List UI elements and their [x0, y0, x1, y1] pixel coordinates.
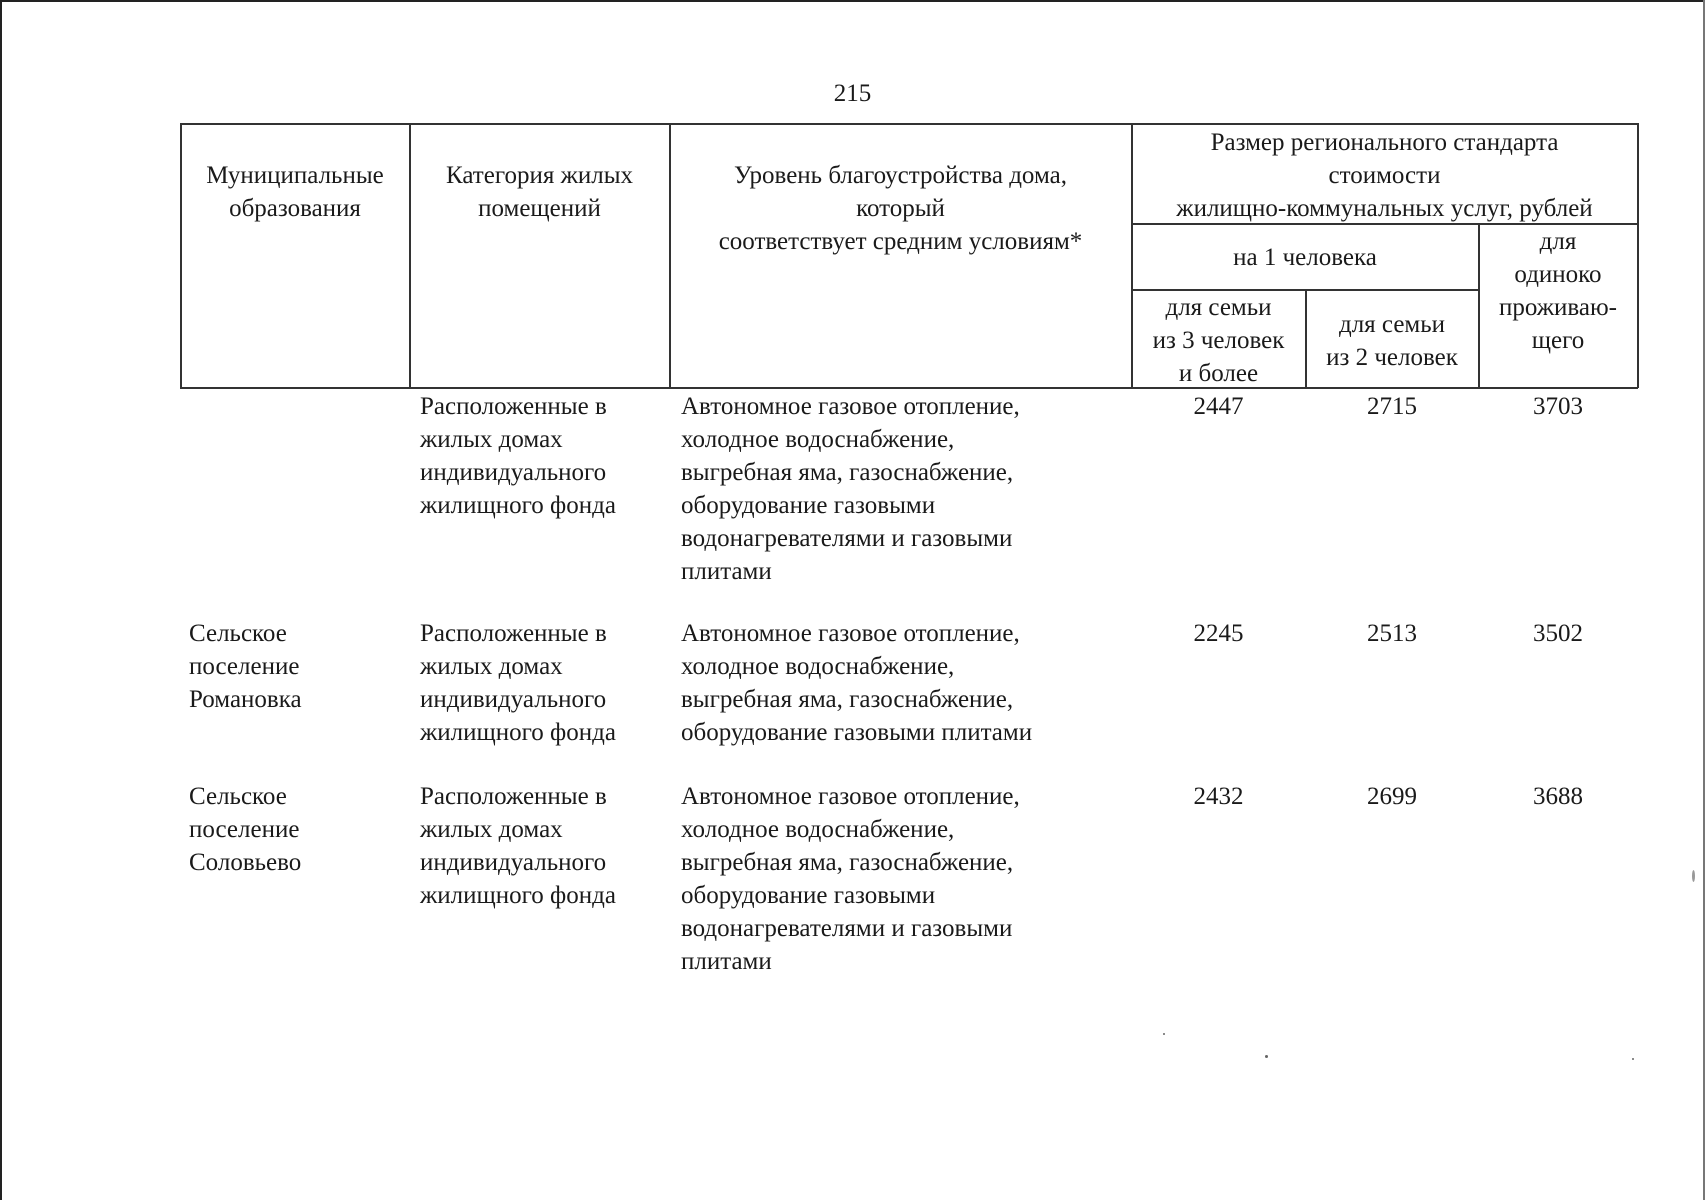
row2-level: Автономное газовое отопление, холодное водоснабжение, выгребная яма, газоснабжение, оборудование газовыми плитами: [681, 620, 1033, 746]
row1-family3: 2447: [1193, 393, 1244, 420]
header-standard: Размер регионального стандарта стоимости жилищно-коммунальных услуг, рублей: [1176, 129, 1593, 222]
header-family2: для семьи из 2 человек: [1326, 311, 1458, 371]
scan-speck: [1163, 1033, 1165, 1035]
row1-level: Автономное газовое отопление, холодное водоснабжение, выгребная яма, газоснабжение, оборудование газовыми водонагревателями и газовыми плитами: [681, 393, 1020, 585]
page-edge-top: [0, 0, 1705, 2]
page-edge-left: [0, 0, 2, 1200]
header-single: для одиноко проживаю- щего: [1499, 228, 1617, 354]
row3-family2: 2699: [1367, 783, 1417, 810]
row3-level: Автономное газовое отопление, холодное водоснабжение, выгребная яма, газоснабжение, оборудование газовыми водонагревателями и газовыми плитами: [681, 783, 1020, 975]
table-border-top: [180, 123, 1638, 125]
header-level: Уровень благоустройства дома, который соответствует средним условиям*: [718, 162, 1083, 255]
page-number: 215: [833, 80, 872, 107]
row2-family3: 2245: [1193, 620, 1244, 647]
row3-municipality: Сельское поселение Соловьево: [189, 783, 302, 876]
scan-speck: [1632, 1058, 1634, 1060]
scan-speck: [1692, 870, 1695, 882]
row2-category: Расположенные в жилых домах индивидуального жилищного фонда: [420, 620, 616, 746]
row1-family2: 2715: [1367, 393, 1417, 420]
row2-single: 3502: [1533, 620, 1583, 647]
scan-speck: [1265, 1055, 1268, 1058]
row3-category: Расположенные в жилых домах индивидуального жилищного фонда: [420, 783, 616, 909]
header-municipal: Муниципальные образования: [206, 162, 384, 222]
row3-single: 3688: [1533, 783, 1583, 810]
row2-family2: 2513: [1367, 620, 1417, 647]
row3-family3: 2432: [1193, 783, 1244, 810]
header-per-person: на 1 человека: [1233, 244, 1377, 271]
row2-municipality: Сельское поселение Романовка: [189, 620, 302, 713]
table-border-right: [1637, 123, 1639, 388]
row1-category: Расположенные в жилых домах индивидуального жилищного фонда: [420, 393, 616, 519]
header-border-bottom: [180, 387, 1638, 389]
header-category: Категория жилых помещений: [446, 162, 633, 222]
header-family3: для семьи из 3 человек и более: [1152, 294, 1285, 387]
row1-single: 3703: [1533, 393, 1583, 420]
